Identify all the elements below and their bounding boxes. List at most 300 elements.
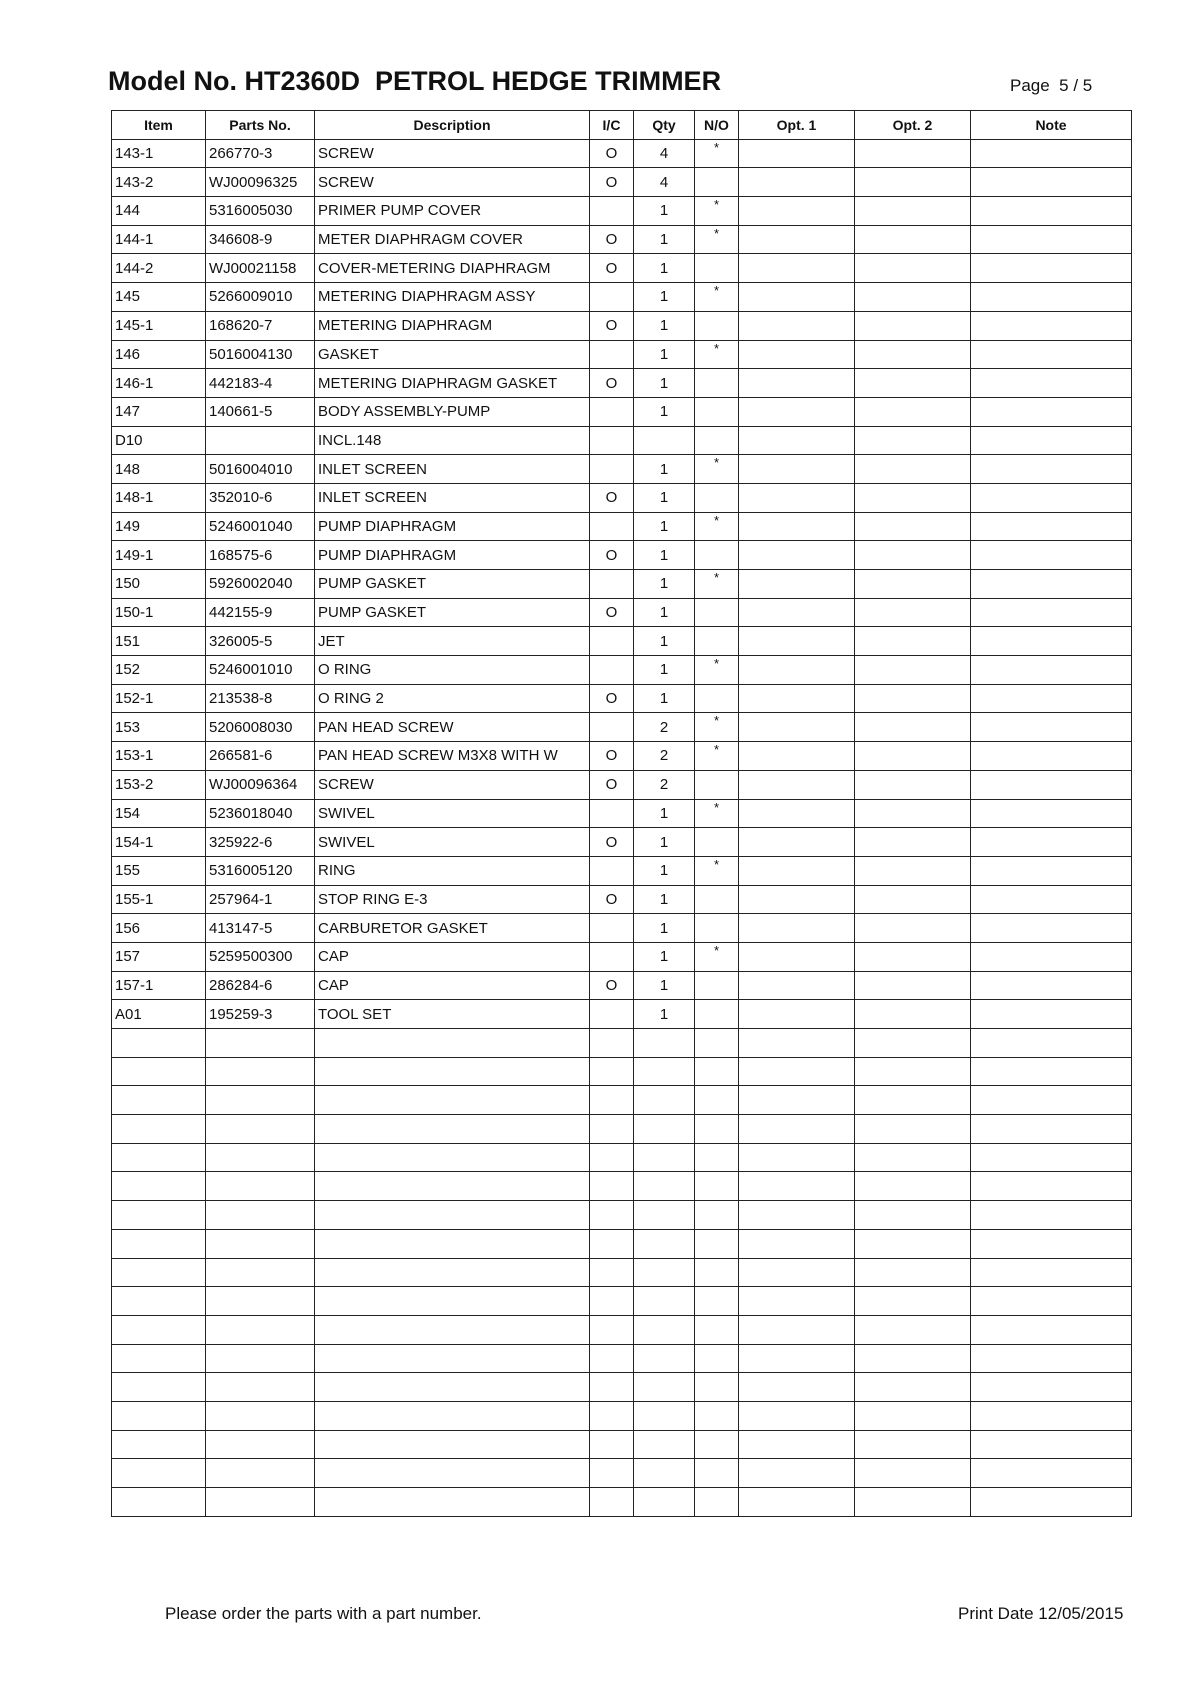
cell-parts-no: 325922-6 — [206, 828, 315, 857]
cell-description: O RING — [315, 656, 590, 685]
cell-no — [695, 1373, 739, 1402]
table-row — [112, 742, 1132, 771]
table-row — [112, 1258, 1132, 1287]
cell-parts-no — [206, 1430, 315, 1459]
table-row — [112, 168, 1132, 197]
cell-ic — [590, 1401, 634, 1430]
cell-qty: 1 — [634, 656, 695, 685]
cell-opt1 — [739, 684, 855, 713]
cell-opt2 — [855, 225, 971, 254]
cell-opt2 — [855, 139, 971, 168]
cell-item: 154 — [112, 799, 206, 828]
cell-note — [971, 254, 1132, 283]
cell-qty — [634, 1115, 695, 1144]
cell-no — [695, 1000, 739, 1029]
cell-ic — [590, 426, 634, 455]
cell-opt1 — [739, 254, 855, 283]
cell-ic: O — [590, 828, 634, 857]
cell-item — [112, 1373, 206, 1402]
table-row — [112, 225, 1132, 254]
cell-no: * — [695, 455, 739, 484]
cell-ic — [590, 1229, 634, 1258]
cell-opt2 — [855, 1172, 971, 1201]
cell-parts-no — [206, 1373, 315, 1402]
cell-description — [315, 1459, 590, 1488]
cell-ic — [590, 914, 634, 943]
cell-item — [112, 1201, 206, 1230]
cell-description: SWIVEL — [315, 828, 590, 857]
cell-no — [695, 828, 739, 857]
cell-opt1 — [739, 283, 855, 312]
cell-item: 152-1 — [112, 684, 206, 713]
cell-opt2 — [855, 483, 971, 512]
table-header-row — [112, 111, 1132, 140]
cell-parts-no — [206, 1029, 315, 1058]
cell-parts-no — [206, 1401, 315, 1430]
footer-order-note: Please order the parts with a part number. — [165, 1604, 482, 1623]
page-indicator: Page 5 / 5 — [1010, 76, 1093, 95]
cell-item: 146 — [112, 340, 206, 369]
cell-description: SCREW — [315, 770, 590, 799]
cell-opt2 — [855, 455, 971, 484]
cell-opt1 — [739, 570, 855, 599]
table-row — [112, 1401, 1132, 1430]
cell-ic — [590, 1373, 634, 1402]
cell-note — [971, 1143, 1132, 1172]
cell-note — [971, 311, 1132, 340]
cell-description: METERING DIAPHRAGM — [315, 311, 590, 340]
cell-ic — [590, 799, 634, 828]
cell-qty — [634, 1143, 695, 1172]
cell-opt1 — [739, 311, 855, 340]
cell-opt1 — [739, 1459, 855, 1488]
cell-opt1 — [739, 397, 855, 426]
cell-description: PRIMER PUMP COVER — [315, 197, 590, 226]
cell-opt2 — [855, 197, 971, 226]
cell-parts-no: 5016004010 — [206, 455, 315, 484]
table-row — [112, 656, 1132, 685]
cell-opt2 — [855, 598, 971, 627]
cell-parts-no — [206, 1287, 315, 1316]
cell-opt2 — [855, 1029, 971, 1058]
cell-ic: O — [590, 139, 634, 168]
cell-opt1 — [739, 455, 855, 484]
cell-opt2 — [855, 656, 971, 685]
cell-opt1 — [739, 1029, 855, 1058]
cell-opt1 — [739, 1344, 855, 1373]
cell-parts-no: 413147-5 — [206, 914, 315, 943]
cell-opt2 — [855, 856, 971, 885]
cell-ic — [590, 1086, 634, 1115]
cell-description: CAP — [315, 971, 590, 1000]
table-row — [112, 971, 1132, 1000]
cell-opt2 — [855, 1287, 971, 1316]
cell-description — [315, 1029, 590, 1058]
cell-opt1 — [739, 1488, 855, 1517]
cell-qty: 1 — [634, 197, 695, 226]
cell-description: INLET SCREEN — [315, 483, 590, 512]
cell-description: RING — [315, 856, 590, 885]
cell-opt1 — [739, 1373, 855, 1402]
cell-description: PUMP GASKET — [315, 570, 590, 599]
cell-parts-no: WJ00096364 — [206, 770, 315, 799]
cell-opt1 — [739, 1115, 855, 1144]
cell-item: 143-1 — [112, 139, 206, 168]
cell-ic: O — [590, 598, 634, 627]
cell-item — [112, 1488, 206, 1517]
cell-no — [695, 1057, 739, 1086]
cell-no — [695, 1315, 739, 1344]
cell-qty: 1 — [634, 885, 695, 914]
cell-no: * — [695, 856, 739, 885]
column-header-opt2: Opt. 2 — [855, 111, 971, 140]
cell-no: * — [695, 139, 739, 168]
cell-description: METERING DIAPHRAGM GASKET — [315, 369, 590, 398]
cell-opt1 — [739, 1258, 855, 1287]
cell-qty — [634, 1172, 695, 1201]
cell-opt2 — [855, 770, 971, 799]
cell-qty: 1 — [634, 570, 695, 599]
cell-no — [695, 1344, 739, 1373]
table-row — [112, 254, 1132, 283]
cell-no — [695, 914, 739, 943]
cell-ic — [590, 1344, 634, 1373]
table-row — [112, 914, 1132, 943]
cell-opt2 — [855, 369, 971, 398]
cell-ic — [590, 1029, 634, 1058]
cell-opt1 — [739, 713, 855, 742]
cell-note — [971, 1029, 1132, 1058]
cell-ic — [590, 1258, 634, 1287]
cell-no — [695, 369, 739, 398]
cell-no — [695, 1430, 739, 1459]
cell-description — [315, 1258, 590, 1287]
cell-note — [971, 1172, 1132, 1201]
column-header-opt1: Opt. 1 — [739, 111, 855, 140]
cell-opt1 — [739, 1057, 855, 1086]
cell-parts-no: 5246001040 — [206, 512, 315, 541]
cell-qty — [634, 1373, 695, 1402]
cell-ic: O — [590, 541, 634, 570]
cell-parts-no: 168620-7 — [206, 311, 315, 340]
table-row — [112, 541, 1132, 570]
cell-opt1 — [739, 828, 855, 857]
cell-description: CAP — [315, 942, 590, 971]
cell-ic — [590, 1172, 634, 1201]
cell-opt1 — [739, 856, 855, 885]
cell-qty: 2 — [634, 742, 695, 771]
cell-opt1 — [739, 139, 855, 168]
table-row — [112, 684, 1132, 713]
cell-description: SWIVEL — [315, 799, 590, 828]
cell-description: BODY ASSEMBLY-PUMP — [315, 397, 590, 426]
cell-opt1 — [739, 885, 855, 914]
cell-note — [971, 369, 1132, 398]
cell-ic — [590, 1315, 634, 1344]
cell-opt1 — [739, 1229, 855, 1258]
cell-item: 149-1 — [112, 541, 206, 570]
cell-item — [112, 1315, 206, 1344]
cell-note — [971, 627, 1132, 656]
cell-parts-no — [206, 1115, 315, 1144]
cell-qty: 1 — [634, 541, 695, 570]
cell-no: * — [695, 512, 739, 541]
cell-qty — [634, 1029, 695, 1058]
cell-description: SCREW — [315, 139, 590, 168]
cell-parts-no: 195259-3 — [206, 1000, 315, 1029]
table-row — [112, 942, 1132, 971]
cell-item: 155-1 — [112, 885, 206, 914]
cell-no — [695, 1459, 739, 1488]
cell-description: PUMP GASKET — [315, 598, 590, 627]
cell-opt2 — [855, 1401, 971, 1430]
cell-description — [315, 1143, 590, 1172]
cell-qty: 1 — [634, 598, 695, 627]
cell-parts-no: 213538-8 — [206, 684, 315, 713]
cell-opt1 — [739, 656, 855, 685]
cell-note — [971, 512, 1132, 541]
cell-qty: 1 — [634, 684, 695, 713]
cell-note — [971, 942, 1132, 971]
cell-qty — [634, 1430, 695, 1459]
cell-ic: O — [590, 225, 634, 254]
cell-ic — [590, 656, 634, 685]
cell-parts-no — [206, 1172, 315, 1201]
cell-opt1 — [739, 512, 855, 541]
cell-description — [315, 1315, 590, 1344]
cell-note — [971, 914, 1132, 943]
cell-opt1 — [739, 1401, 855, 1430]
cell-item — [112, 1229, 206, 1258]
cell-opt2 — [855, 340, 971, 369]
table-row — [112, 570, 1132, 599]
cell-opt2 — [855, 1086, 971, 1115]
cell-opt1 — [739, 1201, 855, 1230]
cell-ic — [590, 1287, 634, 1316]
cell-description: STOP RING E-3 — [315, 885, 590, 914]
cell-note — [971, 1459, 1132, 1488]
cell-parts-no: WJ00096325 — [206, 168, 315, 197]
cell-description: METER DIAPHRAGM COVER — [315, 225, 590, 254]
cell-opt2 — [855, 971, 971, 1000]
cell-opt2 — [855, 1430, 971, 1459]
cell-ic — [590, 942, 634, 971]
table-row — [112, 1086, 1132, 1115]
cell-ic — [590, 1057, 634, 1086]
cell-item: 144-1 — [112, 225, 206, 254]
cell-qty — [634, 1287, 695, 1316]
cell-opt2 — [855, 627, 971, 656]
table-row — [112, 713, 1132, 742]
cell-opt2 — [855, 1000, 971, 1029]
cell-ic — [590, 197, 634, 226]
table-row — [112, 426, 1132, 455]
cell-opt2 — [855, 1488, 971, 1517]
cell-qty: 1 — [634, 397, 695, 426]
cell-qty — [634, 1057, 695, 1086]
cell-item: 153 — [112, 713, 206, 742]
cell-no — [695, 1201, 739, 1230]
cell-note — [971, 1373, 1132, 1402]
cell-item — [112, 1057, 206, 1086]
cell-item — [112, 1086, 206, 1115]
cell-ic: O — [590, 369, 634, 398]
cell-opt2 — [855, 254, 971, 283]
cell-note — [971, 1401, 1132, 1430]
cell-description — [315, 1373, 590, 1402]
cell-note — [971, 885, 1132, 914]
table-row — [112, 627, 1132, 656]
cell-no — [695, 311, 739, 340]
cell-opt1 — [739, 914, 855, 943]
cell-item: 153-2 — [112, 770, 206, 799]
cell-opt1 — [739, 1086, 855, 1115]
cell-opt1 — [739, 770, 855, 799]
cell-item — [112, 1143, 206, 1172]
cell-note — [971, 397, 1132, 426]
cell-note — [971, 1115, 1132, 1144]
cell-parts-no: 266770-3 — [206, 139, 315, 168]
cell-qty: 1 — [634, 799, 695, 828]
cell-no — [695, 1172, 739, 1201]
cell-no — [695, 598, 739, 627]
table-row — [112, 197, 1132, 226]
cell-parts-no: 5926002040 — [206, 570, 315, 599]
cell-note — [971, 799, 1132, 828]
cell-parts-no: 266581-6 — [206, 742, 315, 771]
cell-opt1 — [739, 627, 855, 656]
table-row — [112, 1315, 1132, 1344]
cell-opt1 — [739, 1287, 855, 1316]
cell-description: PUMP DIAPHRAGM — [315, 512, 590, 541]
cell-opt1 — [739, 168, 855, 197]
cell-note — [971, 197, 1132, 226]
cell-note — [971, 340, 1132, 369]
parts-table-body — [112, 139, 1132, 1516]
cell-description — [315, 1344, 590, 1373]
cell-parts-no — [206, 1459, 315, 1488]
cell-no — [695, 397, 739, 426]
cell-item: 143-2 — [112, 168, 206, 197]
cell-no: * — [695, 225, 739, 254]
cell-opt2 — [855, 1344, 971, 1373]
cell-ic — [590, 1201, 634, 1230]
cell-item: 145 — [112, 283, 206, 312]
cell-opt2 — [855, 885, 971, 914]
column-header-note: Note — [971, 111, 1132, 140]
cell-parts-no: 326005-5 — [206, 627, 315, 656]
cell-opt2 — [855, 283, 971, 312]
cell-ic — [590, 283, 634, 312]
cell-ic — [590, 397, 634, 426]
cell-opt2 — [855, 1315, 971, 1344]
cell-ic — [590, 512, 634, 541]
cell-note — [971, 856, 1132, 885]
cell-item — [112, 1401, 206, 1430]
cell-description — [315, 1229, 590, 1258]
cell-note — [971, 770, 1132, 799]
cell-opt2 — [855, 1229, 971, 1258]
cell-ic — [590, 627, 634, 656]
cell-no: * — [695, 942, 739, 971]
cell-qty — [634, 1258, 695, 1287]
cell-opt2 — [855, 426, 971, 455]
table-row — [112, 885, 1132, 914]
cell-opt1 — [739, 742, 855, 771]
cell-opt2 — [855, 684, 971, 713]
cell-parts-no: 442155-9 — [206, 598, 315, 627]
cell-opt2 — [855, 397, 971, 426]
cell-item: 147 — [112, 397, 206, 426]
cell-ic: O — [590, 770, 634, 799]
cell-ic — [590, 1488, 634, 1517]
cell-parts-no — [206, 1201, 315, 1230]
cell-parts-no: 5266009010 — [206, 283, 315, 312]
cell-opt2 — [855, 1373, 971, 1402]
cell-opt1 — [739, 598, 855, 627]
cell-opt2 — [855, 512, 971, 541]
cell-no — [695, 254, 739, 283]
cell-item — [112, 1344, 206, 1373]
cell-qty: 4 — [634, 139, 695, 168]
cell-opt2 — [855, 570, 971, 599]
table-row — [112, 512, 1132, 541]
cell-parts-no — [206, 1143, 315, 1172]
cell-qty: 2 — [634, 713, 695, 742]
cell-item: 157-1 — [112, 971, 206, 1000]
cell-qty: 1 — [634, 971, 695, 1000]
cell-qty — [634, 1229, 695, 1258]
cell-ic: O — [590, 684, 634, 713]
table-row — [112, 828, 1132, 857]
table-row — [112, 1287, 1132, 1316]
cell-description — [315, 1488, 590, 1517]
cell-qty — [634, 426, 695, 455]
cell-no — [695, 1287, 739, 1316]
cell-parts-no: 140661-5 — [206, 397, 315, 426]
cell-note — [971, 570, 1132, 599]
cell-opt1 — [739, 1430, 855, 1459]
cell-note — [971, 684, 1132, 713]
cell-opt1 — [739, 799, 855, 828]
cell-item: 157 — [112, 942, 206, 971]
cell-opt2 — [855, 1459, 971, 1488]
column-header-parts-no: Parts No. — [206, 111, 315, 140]
column-header-ic: I/C — [590, 111, 634, 140]
column-header-description: Description — [315, 111, 590, 140]
cell-qty: 1 — [634, 512, 695, 541]
table-row — [112, 139, 1132, 168]
cell-item — [112, 1430, 206, 1459]
cell-opt1 — [739, 1315, 855, 1344]
table-row — [112, 283, 1132, 312]
cell-note — [971, 168, 1132, 197]
table-row — [112, 1000, 1132, 1029]
cell-opt2 — [855, 742, 971, 771]
cell-parts-no — [206, 1258, 315, 1287]
table-row — [112, 397, 1132, 426]
cell-opt1 — [739, 225, 855, 254]
cell-no — [695, 885, 739, 914]
cell-qty: 1 — [634, 225, 695, 254]
cell-opt2 — [855, 942, 971, 971]
cell-item — [112, 1287, 206, 1316]
cell-qty: 1 — [634, 942, 695, 971]
cell-no — [695, 1029, 739, 1058]
cell-parts-no: 5236018040 — [206, 799, 315, 828]
cell-opt2 — [855, 914, 971, 943]
cell-parts-no: 5316005120 — [206, 856, 315, 885]
